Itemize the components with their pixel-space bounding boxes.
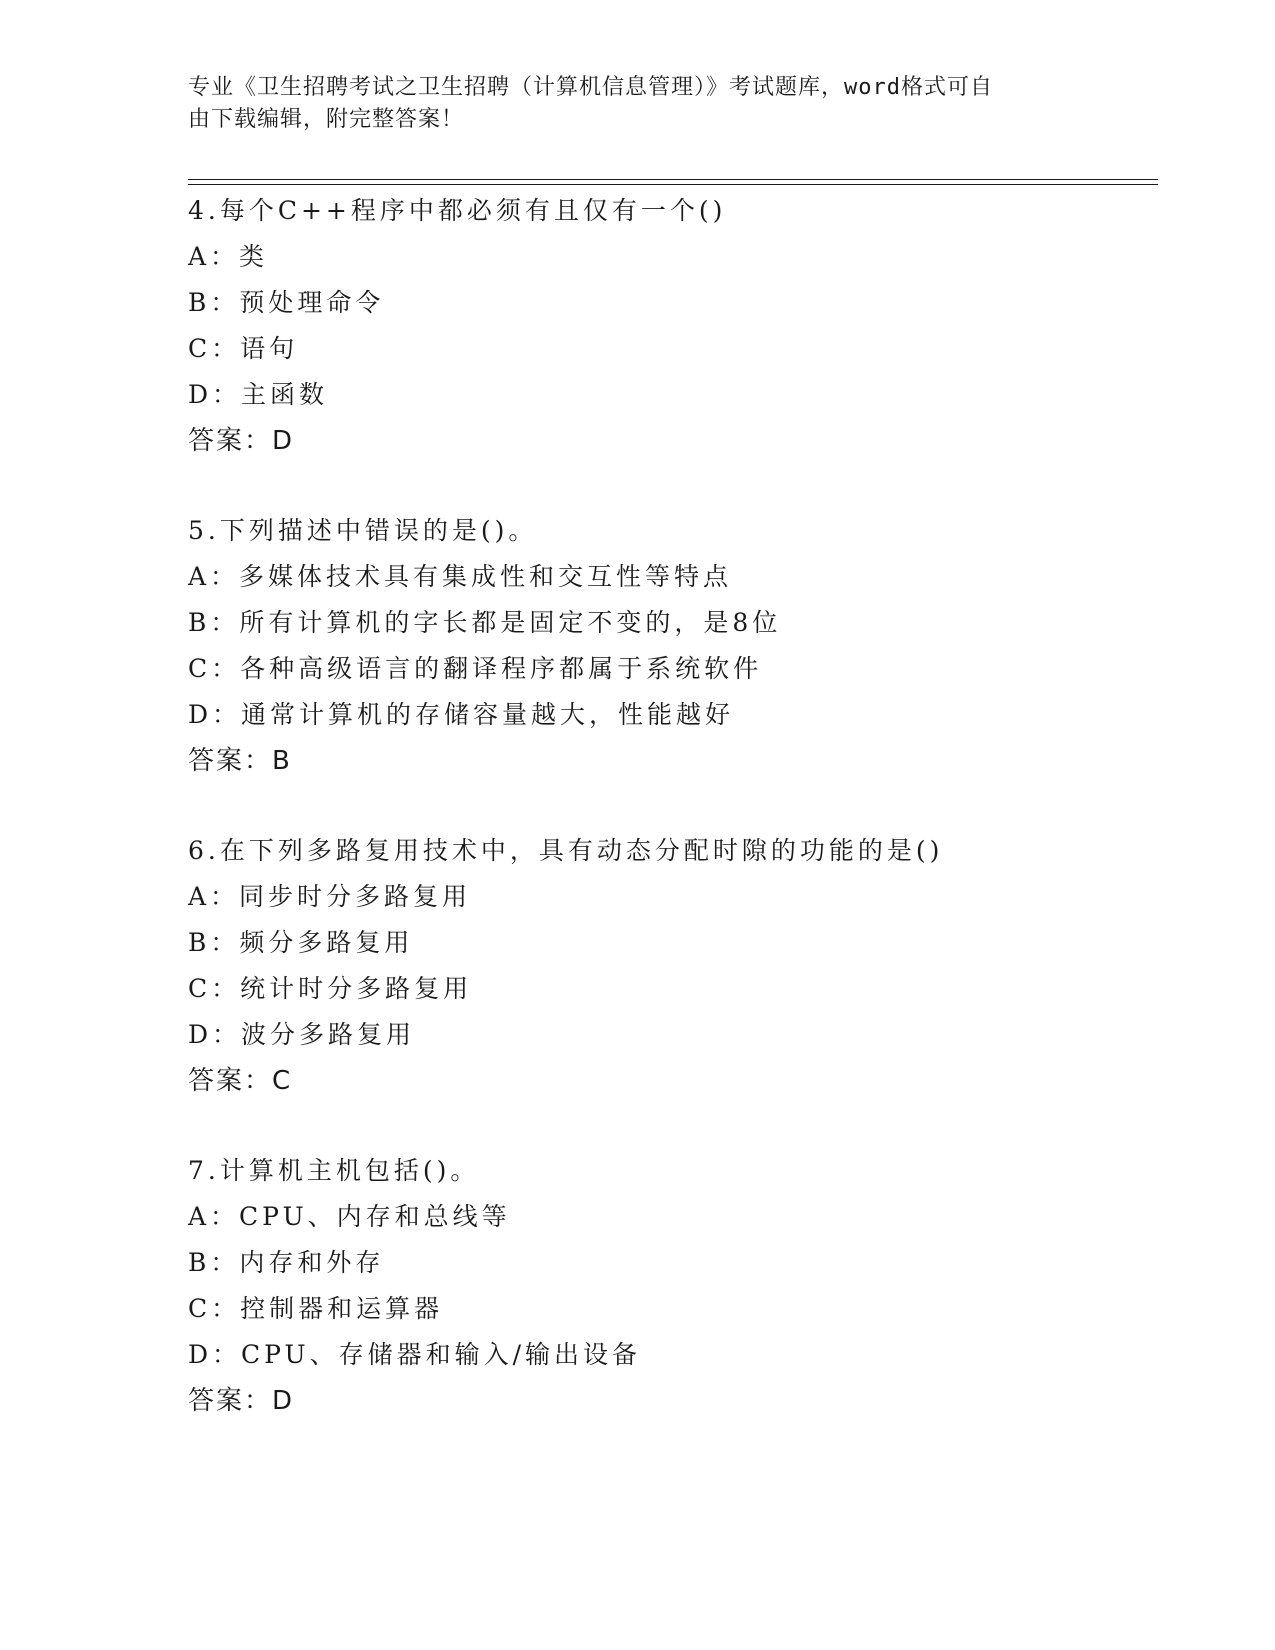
option-a: A：同步时分多路复用: [188, 882, 472, 911]
option-a: A：CPU、内存和总线等: [188, 1202, 511, 1231]
question-4: [188, 188, 1168, 464]
option-b: B：预处理命令: [188, 288, 385, 317]
option-c: C：语句: [188, 334, 299, 363]
header-line-2: 由下载编辑，附完整答案！: [188, 107, 465, 132]
header-divider-top: [188, 179, 1158, 180]
option-b: B：所有计算机的字长都是固定不变的，是8位: [188, 608, 782, 637]
header-line-1: 专业《卫生招聘考试之卫生招聘（计算机信息管理）》考试题库，word格式可自: [188, 75, 993, 100]
question-5: [188, 508, 1168, 784]
option-c: C：统计时分多路复用: [188, 974, 473, 1003]
option-c: C：各种高级语言的翻译程序都属于系统软件: [188, 654, 763, 683]
answer-line: 答案：C: [188, 1066, 293, 1096]
answer-line: 答案：D: [188, 426, 295, 456]
question-stem: 5.下列描述中错误的是()。: [188, 516, 538, 545]
option-d: D：通常计算机的存储容量越大，性能越好: [188, 700, 735, 729]
option-d: D：波分多路复用: [188, 1020, 416, 1049]
option-b: B：频分多路复用: [188, 928, 414, 957]
option-d: D：主函数: [188, 380, 329, 409]
option-a: A：多媒体技术具有集成性和交互性等特点: [188, 562, 733, 591]
question-stem: 4.每个C++程序中都必须有且仅有一个(): [188, 196, 727, 225]
option-b: B：内存和外存: [188, 1248, 385, 1277]
question-list: [188, 188, 1168, 1468]
question-stem: 6.在下列多路复用技术中，具有动态分配时隙的功能的是(): [188, 836, 944, 865]
option-d: D：CPU、存储器和输入/输出设备: [188, 1340, 642, 1369]
answer-line: 答案：D: [188, 1386, 295, 1416]
option-c: C：控制器和运算器: [188, 1294, 444, 1323]
question-7: [188, 1148, 1168, 1424]
question-stem: 7.计算机主机包括()。: [188, 1156, 480, 1185]
header-divider-bottom: [188, 184, 1158, 185]
option-a: A：类: [188, 242, 269, 271]
question-6: [188, 828, 1168, 1104]
document-header: [188, 72, 1068, 136]
answer-line: 答案：B: [188, 746, 292, 776]
